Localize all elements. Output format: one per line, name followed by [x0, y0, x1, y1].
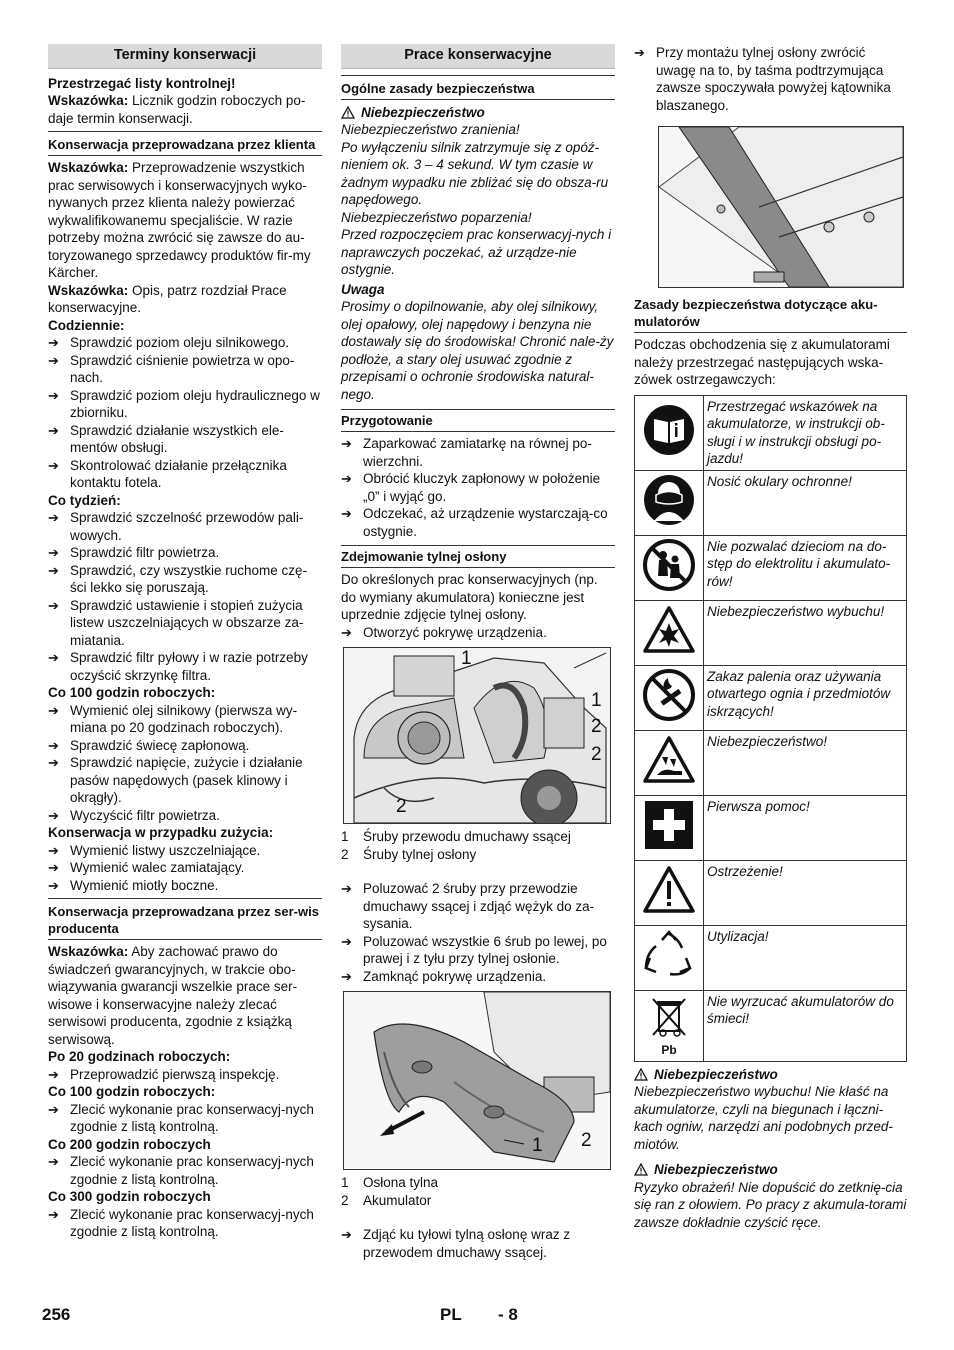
caption-text: Śruby przewodu dmuchawy ssącej — [363, 829, 571, 844]
table-row — [635, 925, 907, 990]
list-item-text: Sprawdzić ciśnienie powietrza w opo-nach. — [70, 352, 295, 385]
caption-number: 2 — [341, 1192, 349, 1208]
table-row — [635, 535, 907, 600]
p20-heading: Po 20 godzinach roboczych: — [48, 1049, 231, 1064]
warning-icon — [642, 865, 696, 915]
symbol-text: Nosić okulary ochronne! — [704, 470, 907, 535]
strap-figure — [658, 126, 904, 288]
arrow-icon: ➔ — [48, 597, 59, 613]
no-bin-icon — [647, 995, 691, 1039]
list-item — [48, 737, 322, 755]
list-item-text: Sprawdzić filtr powietrza. — [70, 545, 220, 560]
column-2 — [341, 44, 615, 1261]
fig1-label-1a: 1 — [461, 648, 472, 669]
arrow-icon: ➔ — [634, 45, 645, 60]
list-item — [48, 509, 322, 544]
list-item-text: Obrócić kluczyk zapłonowy w położenie „0” i wyjąć go. — [363, 471, 601, 504]
list-item — [48, 457, 322, 492]
list-item — [48, 597, 322, 650]
rear-cover-text: Do określonych prac konserwacyjnych (np. do wymiany akumulatora) konieczne jest uprzednie zdjęcie tylnej osłony. — [341, 572, 598, 622]
daily-heading: Codziennie: — [48, 317, 125, 333]
list-item-text: Odczekać, aż urządzenie wystarczają-co ostygnie. — [363, 506, 608, 539]
arrow-icon: ➔ — [341, 1227, 352, 1242]
danger1-text: Niebezpieczeństwo wybuchu! Nie kłaść na akumulatorze, czyli na biegunach i łączni-kach ogniw, narzędzi ani podobnych przed-miotów. — [634, 1084, 893, 1152]
paragraph: Przed rozpoczęciem prac konserwacyj-nych i naprawczych poczekać, aż urządze-nie ostygnie. — [341, 227, 612, 277]
h100-heading: Co 100 godzin roboczych: — [48, 685, 216, 700]
figure-caption — [341, 1192, 615, 1210]
arrow-icon: ➔ — [48, 352, 59, 368]
paragraph: Po wyłączeniu silnik zatrzymuje się z opóź-nieniem ok. 3 – 4 sekund. W tym czasie w żadnym wypadku nie zbliżać się do obsza-ru napędowego. — [341, 139, 609, 207]
arrow-icon: ➔ — [48, 1206, 59, 1222]
wear-heading: Konserwacja w przypadku zużycia: — [48, 825, 274, 840]
page-number: 256 — [42, 1305, 71, 1324]
list-item-text: Otworzyć pokrywę urządzenia. — [363, 624, 547, 640]
symbol-text: Niebezpieczeństwo! — [704, 730, 907, 795]
list-item-text: Wymienić listwy uszczelniające. — [70, 842, 261, 858]
arrow-icon: ➔ — [341, 436, 352, 451]
strap-illustration — [659, 127, 903, 287]
subheading-general-safety: Ogólne zasady bezpieczeństwa — [341, 80, 615, 100]
arrow-icon: ➔ — [48, 457, 59, 473]
p200-list — [48, 1153, 322, 1188]
steps2-list — [341, 880, 615, 985]
no-children-icon — [642, 538, 696, 592]
list-item — [634, 44, 907, 114]
fig1-label-2c: 2 — [396, 796, 407, 817]
symbol-text: Ostrzeżenie! — [704, 860, 907, 925]
list-item-text: Zaparkować zamiatarkę na równej po-wierzchni. — [363, 436, 592, 469]
fig1-label-2b: 2 — [591, 744, 602, 765]
arrow-icon: ➔ — [48, 755, 59, 770]
list-item-text: Sprawdzić napięcie, zużycie i działanie pasów napędowych (pasek klinowy i okrągły). — [70, 755, 303, 805]
steps3-list — [341, 1226, 615, 1261]
caption-text: Akumulator — [363, 1192, 432, 1208]
engine-figure — [343, 647, 611, 824]
figure-caption — [341, 828, 615, 846]
battery-safety-text: Podczas obchodzenia się z akumulatorami należy przestrzegać następujących wska-zówek ostrzegawczych: — [634, 337, 890, 387]
list-item-text: Zamknąć pokrywę urządzenia. — [363, 968, 547, 984]
list-item — [341, 624, 615, 642]
column-1 — [48, 44, 322, 1241]
caption-text: Osłona tylna — [363, 1175, 439, 1190]
p20-list — [48, 1066, 322, 1084]
list-item-text: Przy montażu tylnej osłony zwrócić uwagę na to, by taśma podtrzymująca zawsze spoczywała powyżej kątownika blaszanego. — [656, 45, 891, 113]
recycle-icon — [642, 928, 696, 982]
arrow-icon: ➔ — [48, 650, 59, 665]
list-item — [48, 649, 322, 684]
list-item-text: Sprawdzić świecę zapłonową. — [70, 737, 250, 753]
danger1-heading: Niebezpieczeństwo — [634, 1066, 907, 1084]
list-item — [48, 544, 322, 562]
subheading-battery-safety: Zasady bezpieczeństwa dotyczące aku-mulatorów — [634, 296, 907, 333]
fig2-label-1: 1 — [532, 1135, 543, 1156]
table-row — [635, 665, 907, 730]
symbol-text: Utylizacja! — [704, 925, 907, 990]
arrow-icon: ➔ — [48, 877, 59, 893]
arrow-icon: ➔ — [48, 562, 59, 578]
customer-note-2: Wskazówka: Opis, patrz rozdział Prace konserwacyjne. — [48, 282, 287, 315]
list-item-text: Wymienić olej silnikowy (pierwsza wy-miana po 20 godzinach roboczych). — [70, 702, 298, 735]
explosion-icon — [642, 605, 696, 655]
list-item-text: Sprawdzić działanie wszystkich ele-mentów obsługi. — [70, 422, 284, 455]
list-item — [341, 470, 615, 505]
list-item-text: Sprawdzić, czy wszystkie ruchome czę-ści lekko się poruszają. — [70, 562, 308, 595]
sub-page-number: - 8 — [498, 1305, 518, 1324]
customer-note: Wskazówka: Przeprowadzenie wszystkich prac serwisowych i konserwacyjnych wyko-nywanych przez klienta należy powierzać wykwalifikowanemu specjaliście. W razie potrzeby można zwrócić się zawsze do au-toryzowanego sprzedawcy produktów fir-my Kärcher. — [48, 160, 311, 280]
table-row — [635, 730, 907, 795]
list-item-text: Skontrolować działanie przełącznika kontaktu fotela. — [70, 457, 287, 490]
daily-list — [48, 334, 322, 492]
p200-heading: Co 200 godzin roboczych — [48, 1136, 211, 1152]
wear-list — [48, 842, 322, 895]
engine-illustration — [344, 648, 610, 823]
arrow-icon: ➔ — [48, 860, 59, 875]
arrow-icon: ➔ — [48, 387, 59, 403]
list-item-text: Wymienić walec zamiatający. — [70, 860, 245, 875]
subheading-remove-rear-cover: Zdejmowanie tylnej osłony — [341, 545, 615, 568]
table-row — [635, 600, 907, 665]
symbol-text: Pierwsza pomoc! — [704, 795, 907, 860]
table-row — [635, 395, 907, 470]
goggles-icon — [642, 473, 696, 527]
warning-triangle-icon — [634, 1163, 648, 1176]
p300-list — [48, 1206, 322, 1241]
mounting-note-list — [634, 44, 907, 114]
manual-icon — [642, 403, 696, 457]
fig2-captions — [341, 1174, 615, 1209]
arrow-icon: ➔ — [48, 335, 59, 350]
table-row — [635, 860, 907, 925]
fig2-label-2: 2 — [581, 1130, 592, 1151]
list-item-text: Sprawdzić poziom oleju silnikowego. — [70, 335, 290, 350]
arrow-icon: ➔ — [48, 807, 59, 823]
list-item — [48, 859, 322, 877]
rear-cover-illustration — [344, 992, 610, 1169]
paragraph: Niebezpieczeństwo poparzenia! — [341, 209, 532, 225]
list-item — [48, 702, 322, 737]
language-code: PL — [440, 1305, 462, 1324]
arrow-icon: ➔ — [341, 881, 352, 896]
list-item — [341, 1226, 615, 1261]
list-item — [48, 387, 322, 422]
list-item — [48, 842, 322, 860]
service-note: Wskazówka: Aby zachować prawo do świadczeń gwarancyjnych, w trakcie obo-wiązywania gwarancji wszelkie prace ser-wisowe i konserwacyjne należy zlecać serwisowi producenta, zgodnie z książką serwisową. — [48, 944, 298, 1047]
h100-list — [48, 702, 322, 825]
p100-list — [48, 1101, 322, 1136]
battery-symbol-table — [634, 395, 907, 1062]
list-item — [48, 1066, 322, 1084]
subheading-customer-maintenance: Konserwacja przeprowadzana przez klienta — [48, 136, 322, 156]
symbol-text: Nie pozwalać dzieciom na do-stęp do elektrolitu i akumulato-rów! — [704, 535, 907, 600]
symbol-text: Niebezpieczeństwo wybuchu! — [704, 600, 907, 665]
lead-label: Pb — [661, 1042, 677, 1057]
no-fire-icon — [642, 668, 696, 722]
arrow-icon: ➔ — [341, 968, 352, 984]
arrow-icon: ➔ — [48, 422, 59, 438]
warning-triangle-icon — [634, 1068, 648, 1081]
list-item — [341, 933, 615, 968]
subheading-service-maintenance: Konserwacja przeprowadzana przez ser-wis producenta — [48, 903, 322, 940]
list-item-text: Przeprowadzić pierwszą inspekcję. — [70, 1066, 280, 1082]
arrow-icon: ➔ — [341, 506, 352, 521]
list-item — [341, 505, 615, 540]
arrow-icon: ➔ — [341, 624, 352, 640]
first-aid-icon — [643, 799, 695, 851]
p300-heading: Co 300 godzin roboczych — [48, 1189, 211, 1204]
list-item — [48, 562, 322, 597]
list-item-text: Zlecić wykonanie prac konserwacyj-nych zgodnie z listą kontrolną. — [70, 1101, 314, 1134]
list-item-text: Poluzować wszystkie 6 śrub po lewej, po prawej i z tyłu przy tylnej osłonie. — [363, 933, 607, 966]
list-item-text: Sprawdzić szczelność przewodów pali-wowych. — [70, 510, 304, 543]
list-item — [48, 1101, 322, 1136]
figure-caption — [341, 1174, 615, 1192]
list-item-text: Sprawdzić poziom oleju hydraulicznego w zbiorniku. — [70, 387, 320, 420]
list-item-text: Wymienić miotły boczne. — [70, 877, 219, 893]
list-item-text: Sprawdzić filtr pyłowy i w razie potrzeby oczyścić skrzynkę filtra. — [70, 650, 308, 683]
caption-number: 2 — [341, 846, 349, 862]
arrow-icon: ➔ — [48, 737, 59, 753]
arrow-icon: ➔ — [48, 545, 59, 560]
list-item-text: Zlecić wykonanie prac konserwacyj-nych zgodnie z listą kontrolną. — [70, 1206, 314, 1239]
symbol-text: Nie wyrzucać akumulatorów do śmieci! — [704, 990, 907, 1061]
section-title-maintenance-intervals: Terminy konserwacji — [48, 44, 322, 69]
list-item — [341, 880, 615, 933]
table-row — [635, 990, 907, 1061]
open-cover-list — [341, 624, 615, 642]
arrow-icon: ➔ — [48, 1154, 59, 1169]
checklist-note: Przestrzegać listy kontrolnej! — [48, 75, 236, 91]
fig1-label-1b: 1 — [591, 690, 602, 711]
list-item-text: Zlecić wykonanie prac konserwacyj-nych zgodnie z listą kontrolną. — [70, 1154, 314, 1187]
danger-text — [341, 121, 615, 279]
caption-text: Śruby tylnej osłony — [363, 846, 477, 862]
p100-heading: Co 100 godzin roboczych: — [48, 1084, 216, 1099]
list-item — [48, 1153, 322, 1188]
corrosive-icon — [642, 735, 696, 785]
list-item-text: Poluzować 2 śruby przy przewodzie dmuchawy ssącej i zdjąć wężyk do za-sysania. — [363, 881, 595, 931]
arrow-icon: ➔ — [341, 933, 352, 949]
weekly-list — [48, 509, 322, 684]
list-item — [48, 877, 322, 895]
danger2-heading: Niebezpieczeństwo — [634, 1161, 907, 1179]
weekly-heading: Co tydzień: — [48, 492, 121, 508]
hour-counter-note: Wskazówka: Licznik godzin roboczych po-daje termin konserwacji. — [48, 93, 306, 126]
arrow-icon: ➔ — [48, 1101, 59, 1117]
list-item-text: Zdjąć ku tyłowi tylną osłonę wraz z przewodem dmuchawy ssącej. — [363, 1227, 571, 1260]
table-row — [635, 470, 907, 535]
arrow-icon: ➔ — [341, 471, 352, 486]
caption-number: 1 — [341, 829, 349, 844]
danger2-text: Ryzyko obrażeń! Nie dopuścić do zetknię-cia się ran z ołowiem. Po pracy z akumula-torami zawsze dokładnie czyścić ręce. — [634, 1179, 907, 1230]
list-item-text: Wyczyścić filtr powietrza. — [70, 807, 220, 823]
list-item — [48, 352, 322, 387]
list-item — [48, 334, 322, 352]
arrow-icon: ➔ — [48, 702, 59, 718]
caution-text: Prosimy o dopilnowanie, aby olej silnikowy, olej opałowy, olej napędowy i benzyna nie dostawały się do środowiska! Chronić nale-ży podłoże, a stary olej usuwać zgodnie z przepisami o ochronie środowiska natural-nego. — [341, 299, 614, 402]
list-item-text: Sprawdzić ustawienie i stopień zużycia listew uszczelniających w obszarze za-miatania. — [70, 597, 304, 648]
subheading-preparation: Przygotowanie — [341, 409, 615, 432]
danger-heading: Niebezpieczeństwo — [341, 104, 615, 122]
table-row — [635, 795, 907, 860]
arrow-icon: ➔ — [48, 1066, 59, 1082]
rear-cover-figure — [343, 991, 611, 1170]
caption-number: 1 — [341, 1175, 349, 1190]
fig1-captions — [341, 828, 615, 863]
arrow-icon: ➔ — [48, 510, 59, 525]
figure-caption — [341, 846, 615, 864]
column-3 — [634, 44, 907, 1231]
paragraph: Niebezpieczeństwo zranienia! — [341, 122, 520, 137]
section-title-maintenance-work: Prace konserwacyjne — [341, 44, 615, 69]
symbol-text: Przestrzegać wskazówek na akumulatorze, w instrukcji ob-sługi i w instrukcji obsługi po-jazdu! — [704, 395, 907, 470]
warning-triangle-icon — [341, 106, 355, 119]
list-item — [48, 422, 322, 457]
list-item — [48, 1206, 322, 1241]
list-item — [341, 968, 615, 986]
prep-list — [341, 435, 615, 540]
fig1-label-2a: 2 — [591, 716, 602, 737]
symbol-text: Zakaz palenia oraz używania otwartego ognia i przedmiotów iskrzących! — [704, 665, 907, 730]
list-item — [341, 435, 615, 470]
list-item — [48, 807, 322, 825]
arrow-icon: ➔ — [48, 842, 59, 858]
caution-heading: Uwaga — [341, 281, 385, 297]
list-item — [48, 754, 322, 807]
